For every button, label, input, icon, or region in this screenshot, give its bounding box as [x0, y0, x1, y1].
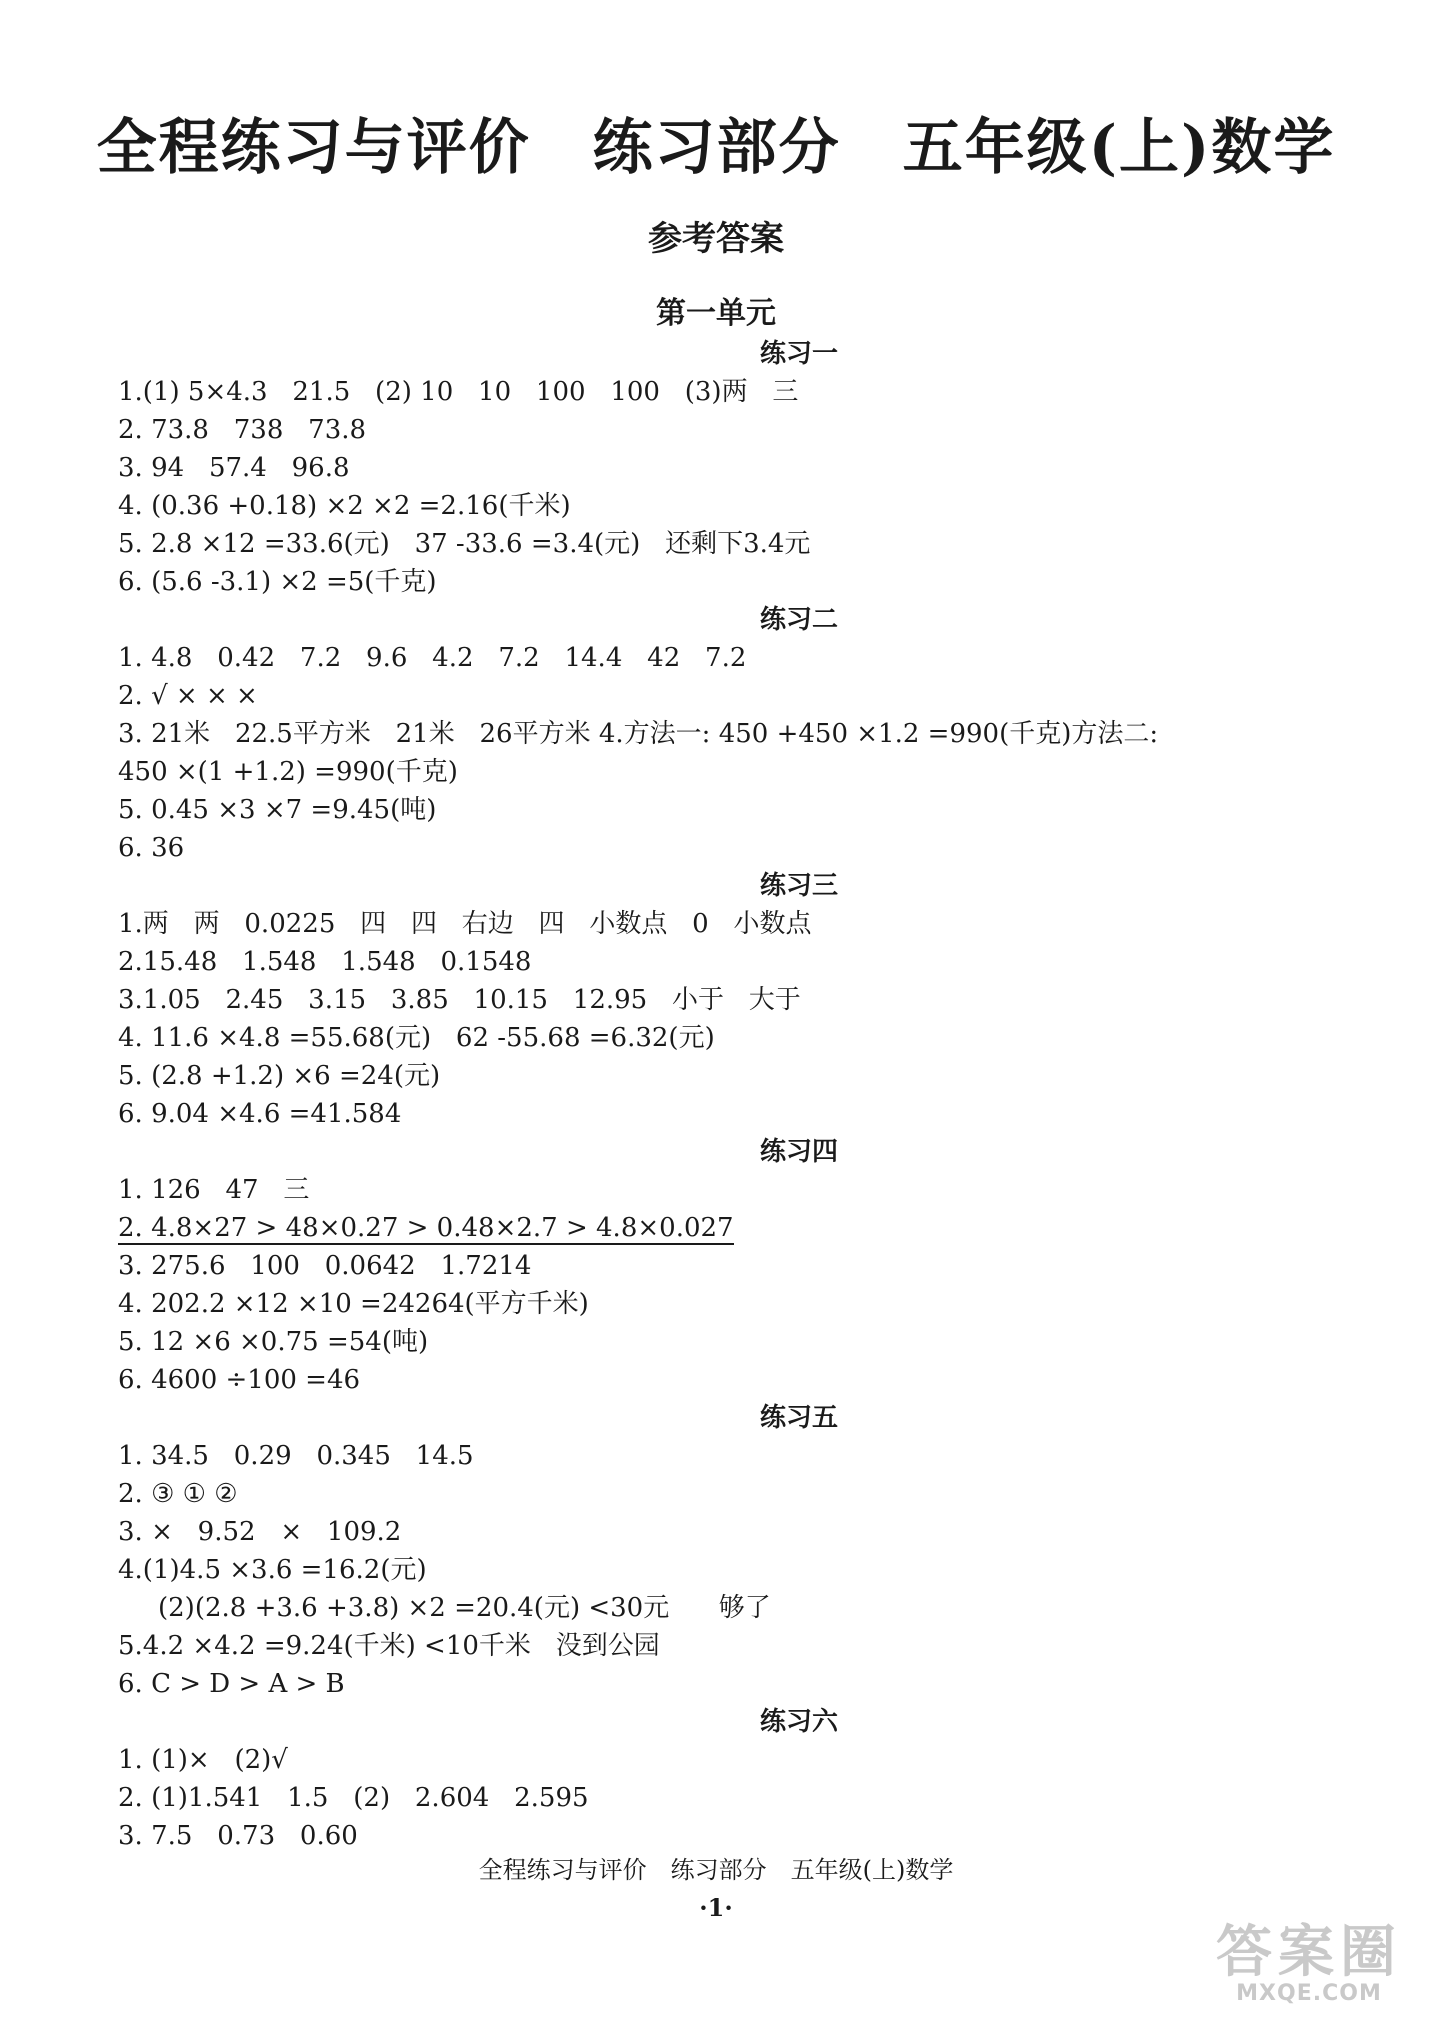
- answer-line: 4. (0.36 +0.18) ×2 ×2 =2.16(千米): [118, 491, 571, 521]
- answer-line: 3. × 9.52 × 109.2: [118, 1517, 402, 1547]
- watermark: [1216, 1920, 1402, 2006]
- watermark-logo-icon: 答案圈: [1216, 1920, 1402, 1985]
- answer-line: 5. 2.8 ×12 =33.6(元) 37 -33.6 =3.4(元) 还剩下3.4元: [118, 529, 811, 559]
- answer-line: 5. 0.45 ×3 ×7 =9.45(吨): [118, 795, 437, 825]
- answer-line: 1.两 两 0.0225 四 四 右边 四 小数点 0 小数点: [118, 909, 812, 939]
- section-exercise-6: [118, 1703, 1318, 1855]
- answer-line: 6. 9.04 ×4.6 =41.584: [118, 1099, 402, 1129]
- answer-content: [118, 335, 1318, 1855]
- page-footer: 全程练习与评价 练习部分 五年级(上)数学: [478, 1856, 954, 1884]
- answer-line: 5.4.2 ×4.2 =9.24(千米) <10千米 没到公园: [118, 1631, 660, 1661]
- answer-line: 2. (1)1.541 1.5 (2) 2.604 2.595: [118, 1783, 589, 1813]
- section-exercise-5: [118, 1399, 1318, 1703]
- answer-line: 1. 126 47 三: [118, 1175, 310, 1205]
- page-number: ·1·: [699, 1893, 733, 1922]
- answer-line: 6. 36: [118, 833, 185, 863]
- document-subtitle: 参考答案: [648, 219, 784, 259]
- answer-line: 3.1.05 2.45 3.15 3.85 10.15 12.95 小于 大于: [118, 985, 801, 1015]
- unit-heading: 第一单元: [656, 296, 776, 331]
- answer-line: 3. 7.5 0.73 0.60: [118, 1821, 358, 1851]
- section-heading: 练习四: [759, 1137, 838, 1167]
- section-heading: 练习六: [759, 1707, 838, 1737]
- section-exercise-4: [118, 1133, 1318, 1399]
- answer-line: 1. 4.8 0.42 7.2 9.6 4.2 7.2 14.4 42 7.2: [118, 643, 747, 673]
- answer-line: 3. 21米 22.5平方米 21米 26平方米 4.方法一: 450 +450 ×1.2 =990(千克)方法二:: [118, 719, 1159, 749]
- answer-line: 6. 4600 ÷100 =46: [118, 1365, 361, 1395]
- answer-line: 5. 12 ×6 ×0.75 =54(吨): [118, 1327, 429, 1357]
- answer-line: 2. 73.8 738 73.8: [118, 415, 367, 445]
- answer-line: 6. (5.6 -3.1) ×2 =5(千克): [118, 567, 437, 597]
- answer-line: 4. 11.6 ×4.8 =55.68(元) 62 -55.68 =6.32(元): [118, 1023, 715, 1053]
- section-heading: 练习五: [759, 1403, 838, 1433]
- section-exercise-3: [118, 867, 1318, 1133]
- answer-line: 2. √ × × ×: [118, 681, 258, 711]
- underlined-answer: 2. 4.8×27 > 48×0.27 > 0.48×2.7 > 4.8×0.027: [118, 1213, 734, 1243]
- answer-line: 4. 202.2 ×12 ×10 =24264(平方千米): [118, 1289, 589, 1319]
- answer-line: 3. 94 57.4 96.8: [118, 453, 350, 483]
- document-title: 全程练习与评价 练习部分 五年级(上)数学: [96, 113, 1336, 183]
- answer-line-underlined: [118, 1209, 1318, 1247]
- answer-line: 3. 275.6 100 0.0642 1.7214: [118, 1251, 532, 1281]
- section-heading: 练习一: [759, 339, 838, 369]
- answer-line: 6. C > D > A > B: [118, 1669, 345, 1699]
- answer-line: (2)(2.8 +3.6 +3.8) ×2 =20.4(元) <30元 够了: [158, 1593, 771, 1623]
- answer-line: 1. 34.5 0.29 0.345 14.5: [118, 1441, 474, 1471]
- answer-line: 450 ×(1 +1.2) =990(千克): [118, 757, 458, 787]
- answer-line: 2.15.48 1.548 1.548 0.1548: [118, 947, 532, 977]
- section-exercise-1: [118, 335, 1318, 601]
- answer-line: 2. ③ ① ②: [118, 1479, 238, 1509]
- answer-line: 1. (1)× (2)√: [118, 1745, 288, 1775]
- section-heading: 练习三: [759, 871, 838, 901]
- answer-line: 1.(1) 5×4.3 21.5 (2) 10 10 100 100 (3)两 三: [118, 377, 799, 407]
- answer-line: 5. (2.8 +1.2) ×6 =24(元): [118, 1061, 441, 1091]
- answer-line: 4.(1)4.5 ×3.6 =16.2(元): [118, 1555, 427, 1585]
- section-exercise-2: [118, 601, 1318, 867]
- watermark-url: MXQE.COM: [1236, 1981, 1382, 2006]
- section-heading: 练习二: [759, 605, 838, 635]
